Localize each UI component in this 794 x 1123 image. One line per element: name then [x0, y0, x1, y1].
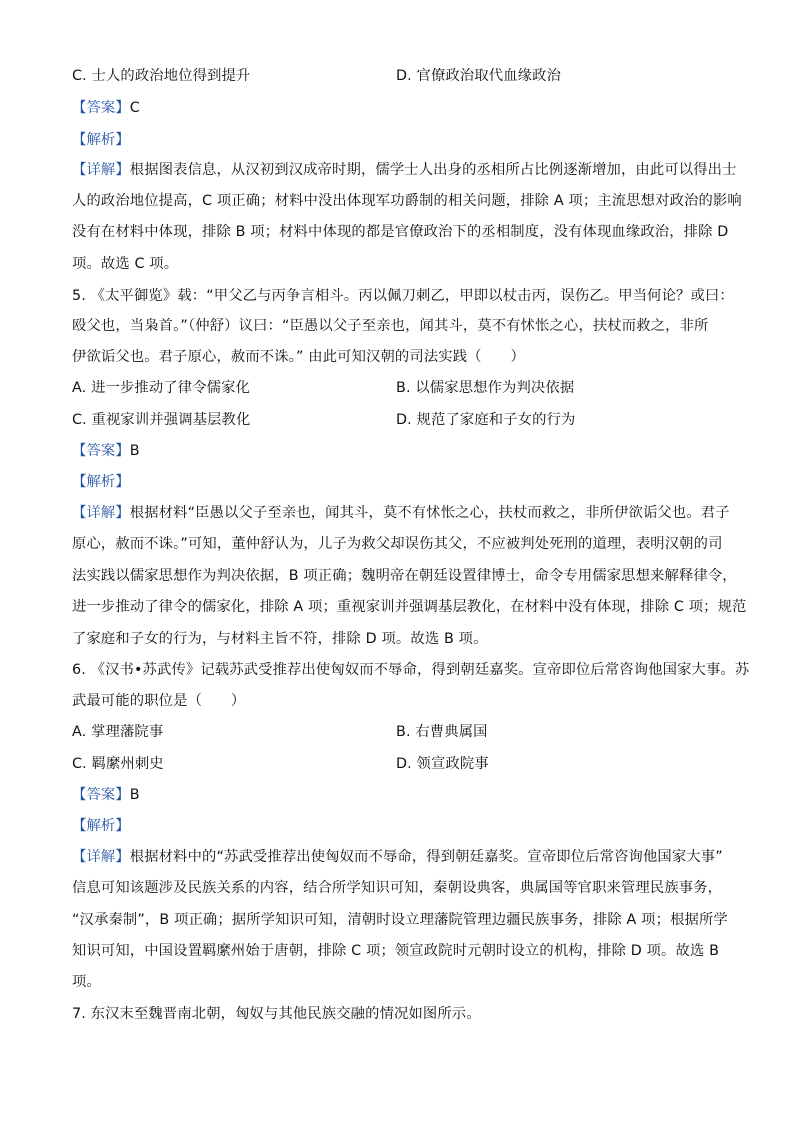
detail-tag: 【详解】 — [72, 505, 130, 521]
q4-detail-line-2: 人的政治地位提高，C 项正确；材料中没出体现军功爵制的相关问题，排除 A 项；主流思想对政治的影响 — [72, 193, 742, 209]
q5-option-c: C. 重视家训并强调基层教化 — [72, 412, 251, 428]
q5-option-b: B. 以儒家思想作为判决依据 — [396, 380, 575, 396]
q5-stem-line-1: 5. 《太平御览》载：“甲父乙与丙争言相斗。丙以佩刀刺乙，甲即以杖击丙，误伤乙。甲当何论？或曰： — [72, 288, 734, 304]
q6-detail-line-5: 项。 — [72, 974, 101, 990]
detail-tag: 【详解】 — [72, 849, 130, 865]
q4-answer — [72, 98, 140, 118]
q4-detail-line-4: 项。故选 C 项。 — [72, 256, 179, 272]
q6-option-c: C. 羁縻州刺史 — [72, 756, 164, 772]
answer-tag: 【答案】 — [72, 443, 130, 459]
detail-text: 根据材料中的“苏武受推荐出使匈奴而不辱命，得到朝廷嘉奖。宣帝即位后常咨询他国家大事” — [129, 849, 723, 865]
q5-analysis-tag — [72, 472, 130, 492]
analysis-tag: 【解析】 — [72, 818, 130, 834]
q4-detail-line-3: 没有在材料中体现，排除 B 项；材料中体现的都是官僚政治下的丞相制度，没有体现血缘政治，排除 D — [72, 224, 729, 240]
answer-value: C — [129, 100, 140, 116]
q5-detail-line-4: 进一步推动了律令的儒家化，排除 A 项；重视家训并强调基层教化，在材料中没有体现，排除 C 项；规范 — [72, 599, 747, 615]
q6-detail-line-3: “汉承秦制”，B 项正确；据所学知识可知，清朝时设立理藩院管理边疆民族事务，排除 A 项；根据所学 — [72, 912, 728, 928]
q4-analysis-tag — [72, 130, 130, 150]
detail-text: 根据图表信息，从汉初到汉成帝时期，儒学士人出身的丞相所占比例逐渐增加，由此可以得出士 — [129, 162, 737, 178]
q5-detail-line-3: 法实践以儒家思想作为判决依据，B 项正确；魏明帝在朝廷设置律博士，命令专用儒家思想来解释律令， — [72, 568, 737, 584]
q5-option-a: A. 进一步推动了律令儒家化 — [72, 380, 250, 396]
q6-option-d: D. 领宣政院事 — [396, 756, 489, 772]
q4-option-d: D. 官僚政治取代血缘政治 — [396, 68, 562, 84]
detail-text: 根据材料“臣愚以父子至亲也，闻其斗，莫不有怵怅之心，扶杖而救之，非所伊欲诟父也。君子 — [129, 505, 730, 521]
q6-detail-line-2: 信息可知该题涉及民族关系的内容，结合所学知识可知，秦朝设典客，典属国等官职来管理民族事务， — [72, 880, 723, 896]
q6-stem-line-2: 武最可能的职位是（ ） — [72, 693, 246, 709]
q6-option-b: B. 右曹典属国 — [396, 724, 488, 740]
q6-analysis-tag — [72, 816, 130, 836]
q4-option-c: C. 士人的政治地位得到提升 — [72, 68, 251, 84]
answer-tag: 【答案】 — [72, 100, 130, 116]
q7-stem: 7. 东汉末至魏晋南北朝，匈奴与其他民族交融的情况如图所示。 — [72, 1006, 481, 1022]
analysis-tag: 【解析】 — [72, 132, 130, 148]
q5-answer — [72, 441, 140, 461]
q5-stem-line-3: 伊欲诟父也。君子原心，赦而不诛。” 由此可知汉朝的司法实践（ ） — [72, 349, 525, 365]
q5-stem-line-2: 殴父也，当枭首。”（仲舒）议曰：“臣愚以父子至亲也，闻其斗，莫不有怵怅之心，扶杖而救之，非所 — [72, 318, 709, 334]
q6-answer — [72, 785, 140, 805]
q5-detail-line-2: 原心，赦而不诛。”可知，董仲舒认为，儿子为救父却误伤其父，不应被判处死刑的道理，表明汉朝的司 — [72, 536, 723, 552]
q5-detail-line-5: 了家庭和子女的行为，与材料主旨不符，排除 D 项。故选 B 项。 — [72, 631, 488, 647]
detail-tag: 【详解】 — [72, 162, 130, 178]
q6-option-a: A. 掌理藩院事 — [72, 724, 164, 740]
q6-detail-line-4: 知识可知，中国设置羁縻州始于唐朝，排除 C 项；领宣政院时元朝时设立的机构，排除 D 项。故选 B — [72, 943, 720, 959]
q5-detail-line-1 — [72, 503, 730, 523]
analysis-tag: 【解析】 — [72, 474, 130, 490]
q6-stem-line-1: 6. 《汉书•苏武传》记载苏武受推荐出使匈奴而不辱命，得到朝廷嘉奖。宣帝即位后常咨询他国家大事。苏 — [72, 662, 750, 678]
answer-tag: 【答案】 — [72, 787, 130, 803]
q5-option-d: D. 规范了家庭和子女的行为 — [396, 412, 576, 428]
q6-detail-line-1 — [72, 847, 723, 867]
answer-value: B — [129, 787, 140, 803]
q4-detail-line-1 — [72, 160, 737, 180]
answer-value: B — [129, 443, 140, 459]
